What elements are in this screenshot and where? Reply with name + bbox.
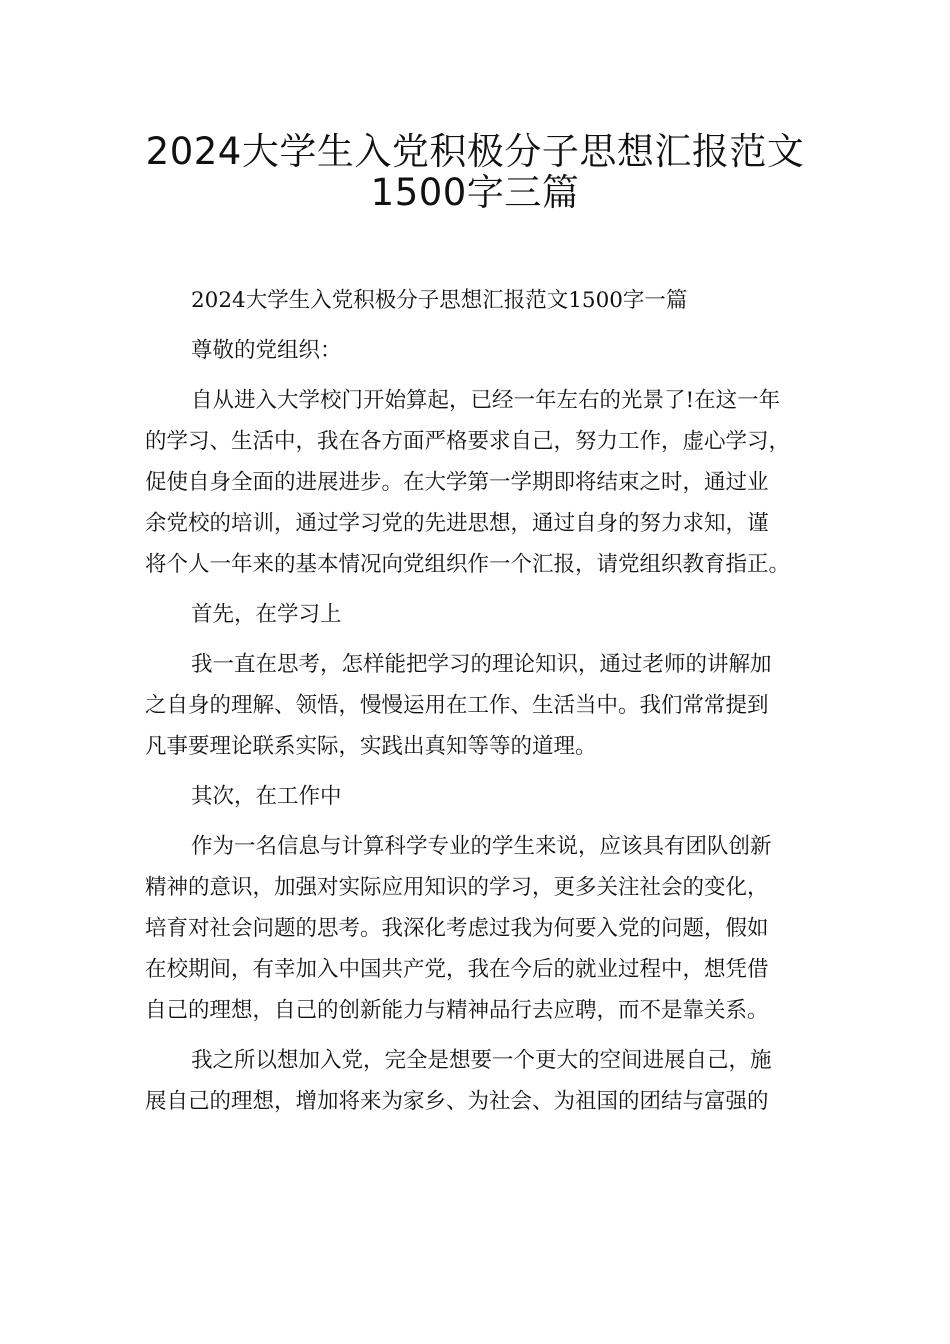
text-line: 精神的意识，加强对实际应用知识的学习，更多关注社会的变化， [145,875,769,900]
text-line: 其次，在工作中 [191,784,342,809]
document-title [120,126,830,214]
text-line: 2024大学生入党积极分子思想汇报范文1500字一篇 [191,288,688,313]
text-line: 首先，在学习上 [191,602,342,627]
text-line: 展自己的理想，增加将来为家乡、为社会、为祖国的团结与富强的 [145,1089,769,1114]
title-line: 2024大学生入党积极分子思想汇报范文 [145,130,805,173]
text-line: 自从进入大学校门开始算起，已经一年左右的光景了!在这一年 [191,388,781,413]
text-line: 凡事要理论联系实际，实践出真知等等的道理。 [145,734,597,759]
body-paragraph [145,644,825,767]
text-line: 的学习、生活中，我在各方面严格要求自己，努力工作，虚心学习， [145,429,791,454]
body-paragraph [145,1040,825,1122]
text-line: 培育对社会问题的思考。我深化考虑过我为何要入党的问题，假如 [145,916,769,941]
salutation-paragraph [145,330,825,371]
text-line: 之自身的理解、领悟，慢慢运用在工作、生活当中。我们常常提到 [145,693,769,718]
text-line: 我一直在思考，怎样能把学习的理论知识，通过老师的讲解加 [191,652,772,677]
section-heading-paragraph [145,594,825,635]
title-line: 1500字三篇 [370,171,580,214]
text-line: 尊敬的党组织： [191,338,342,363]
text-line: 自己的理想，自己的创新能力与精神品行去应聘，而不是靠关系。 [145,998,769,1023]
document-body [145,280,825,1131]
body-paragraph [145,380,825,585]
text-line: 在校期间，有幸加入中国共产党，我在今后的就业过程中，想凭借 [145,957,769,982]
section-heading-paragraph [145,776,825,817]
text-line: 我之所以想加入党，完全是想要一个更大的空间进展自己，施 [191,1048,772,1073]
text-line: 促使自身全面的进展进步。在大学第一学期即将结束之时，通过业 [145,470,769,495]
text-line: 作为一名信息与计算科学专业的学生来说，应该具有团队创新 [191,834,772,859]
text-line: 余党校的培训，通过学习党的先进思想，通过自身的努力求知，谨 [145,511,769,536]
subtitle-paragraph [145,280,825,321]
text-line: 将个人一年来的基本情况向党组织作一个汇报，请党组织教育指正。 [145,552,791,577]
body-paragraph [145,826,825,1031]
